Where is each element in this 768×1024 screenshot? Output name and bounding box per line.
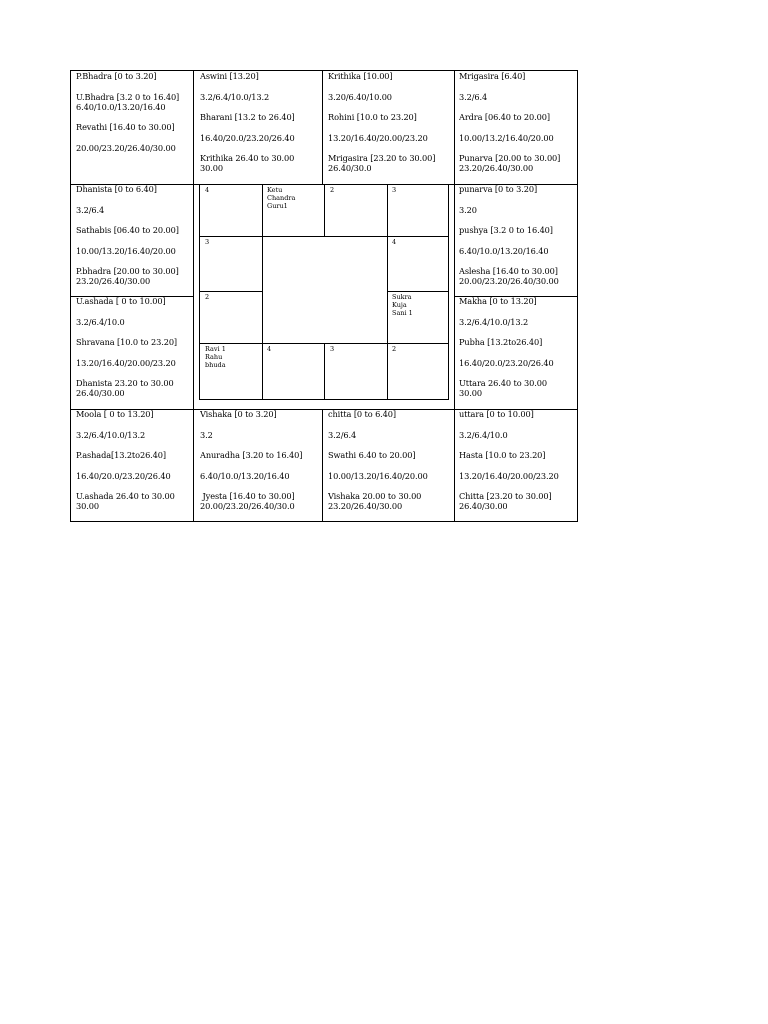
cell-line: P.Bhadra [0 to 3.20] (76, 71, 157, 81)
chart-house-top-mid-left: Ketu Chandra Guru1 (267, 186, 296, 210)
cell-line: P.ashada[13.2to26.40] (76, 450, 166, 460)
cell-line: Shravana [10.0 to 23.20] (76, 337, 178, 347)
cell-row4-col4 (459, 409, 577, 521)
cell-line: 20.00/23.20/26.40/30.00 (76, 142, 176, 153)
chart-hline-1 (200, 236, 448, 237)
cell-row1-col4 (459, 71, 577, 184)
cell-line: 16.40/20.0/23.20/26.40 (76, 470, 171, 481)
cell-line: 30.00 (200, 163, 223, 173)
cell-line: Revathi [16.40 to 30.00] (76, 122, 175, 132)
cell-line: 26.40/30.0 (328, 163, 372, 173)
cell-line: 16.40/20.0/23.20/26.40 (459, 357, 554, 368)
cell-line: P.bhadra [20.00 to 30.00] (76, 266, 179, 276)
cell-line: 13.20/16.40/20.00/23.20 (76, 357, 176, 368)
cell-line: Ardra [06.40 to 20.00] (459, 112, 550, 122)
cell-line: 3.2/6.4/10.0 (459, 429, 508, 440)
cell-line: 30.00 (76, 501, 99, 511)
cell-line: Bharani [13.2 to 26.40] (200, 112, 295, 122)
cell-line: Aslesha [16.40 to 30.00] (459, 266, 558, 276)
cell-line: 3.20 (459, 204, 477, 215)
cell-line: 3.2/6.4/10.0/13.2 (76, 429, 146, 440)
cell-line: Hasta [10.0 to 23.20] (459, 450, 546, 460)
cell-row3-col4 (459, 296, 577, 409)
chart-vline-2a (324, 185, 325, 237)
horoscope-chart (199, 184, 449, 400)
cell-line: 23.20/26.40/30.00 (328, 501, 403, 511)
cell-line: 10.00/13.20/16.40/20.00 (76, 245, 176, 256)
grid-vline-2b (322, 409, 323, 521)
cell-line: Swathi 6.40 to 20.00] (328, 450, 416, 460)
chart-house-bottom-right: 2 (392, 345, 397, 353)
cell-line: Chitta [23.20 to 30.00] (459, 491, 552, 501)
cell-line: U.Bhadra [3.2 0 to 16.40] (76, 91, 180, 102)
cell-line: Makha [0 to 13.20] (459, 296, 537, 306)
cell-line: Dhanista [0 to 6.40] (76, 184, 157, 194)
chart-house-left-upper: 3 (205, 238, 210, 246)
cell-line: Mrigasira [23.20 to 30.00] (328, 153, 436, 163)
chart-hline-3 (200, 343, 448, 344)
cell-line: Uttara 26.40 to 30.00 (459, 378, 547, 388)
cell-line: 3.2/6.4 (459, 91, 488, 102)
cell-line: U.ashada [ 0 to 10.00] (76, 296, 166, 306)
cell-line: 3.2/6.4/10.0/13.2 (200, 91, 270, 102)
cell-line: Mrigasira [6.40] (459, 71, 526, 81)
cell-line: Sathabis [06.40 to 20.00] (76, 225, 179, 235)
cell-line: 3.2/6.4 (328, 429, 357, 440)
cell-line: Moola [ 0 to 13.20] (76, 409, 154, 419)
cell-line: 3.20/6.40/10.00 (328, 91, 392, 102)
cell-line: Dhanista 23.20 to 30.00 (76, 378, 174, 388)
chart-vline-1 (262, 185, 263, 399)
chart-vline-2b (324, 344, 325, 399)
cell-line: 10.00/13.20/16.40/20.00 (328, 470, 428, 481)
chart-house-bottom-mid-right: 3 (330, 345, 335, 353)
cell-line: 3.2/6.4/10.0 (76, 316, 125, 327)
cell-line: punarva [0 to 3.20] (459, 184, 538, 194)
cell-line: U.ashada 26.40 to 30.00 (76, 491, 175, 501)
cell-line: Krithika 26.40 to 30.00 (200, 153, 295, 163)
chart-hline-2a (200, 291, 262, 292)
chart-house-right-upper: 4 (392, 238, 397, 246)
cell-line: Aswini [13.20] (200, 71, 259, 81)
cell-line: 6.40/10.0/13.20/16.40 (459, 245, 549, 256)
cell-line: 30.00 (459, 388, 482, 398)
cell-line: 3.2/6.4/10.0/13.2 (459, 316, 529, 327)
cell-line: Vishaka 20.00 to 30.00 (328, 491, 422, 501)
cell-line: Rohini [10.0 to 23.20] (328, 112, 417, 122)
cell-line: 23.20/26.40/30.00 (459, 163, 534, 173)
cell-row1-col2 (200, 71, 321, 184)
chart-house-right-lower: Sukra Kuja Sani 1 (392, 293, 413, 317)
cell-line: 26.40/30.00 (459, 501, 508, 511)
cell-row4-col1 (76, 409, 192, 521)
cell-row4-col2 (200, 409, 321, 521)
cell-line: uttara [0 to 10.00] (459, 409, 534, 419)
cell-line: 20.00/23.20/26.40/30.0 (200, 501, 295, 511)
chart-hline-2b (387, 291, 448, 292)
cell-row3-col1 (76, 296, 192, 409)
cell-line: 16.40/20.0/23.20/26.40 (200, 132, 295, 143)
chart-house-left-lower: 2 (205, 293, 210, 301)
chart-house-bottom-mid-left: 4 (267, 345, 272, 353)
cell-line: 13.20/16.40/20.00/23.20 (328, 132, 428, 143)
cell-line: 6.40/10.0/13.20/16.40 (76, 101, 166, 112)
cell-line: Krithika [10.00] (328, 71, 393, 81)
grid-vline-2 (322, 71, 323, 184)
cell-line: 13.20/16.40/20.00/23.20 (459, 470, 559, 481)
cell-line: Punarva [20.00 to 30.00] (459, 153, 561, 163)
chart-house-top-left: 4 (205, 186, 210, 194)
cell-line: Anuradha [3.20 to 16.40] (200, 450, 303, 460)
cell-line: 26.40/30.00 (76, 388, 125, 398)
cell-row1-col3 (328, 71, 453, 184)
cell-line: 10.00/13.2/16.40/20.00 (459, 132, 554, 143)
chart-vline-3 (387, 185, 388, 399)
cell-line: 3.2 (200, 429, 213, 440)
cell-line: Pubha [13.2to26.40] (459, 337, 543, 347)
cell-line: 23.20/26.40/30.00 (76, 276, 151, 286)
cell-line: Vishaka [0 to 3.20] (200, 409, 277, 419)
cell-row4-col3 (328, 409, 453, 521)
cell-row1-col1 (76, 71, 192, 184)
cell-line: 6.40/10.0/13.20/16.40 (200, 470, 290, 481)
chart-house-bottom-left: Ravi 1 Rahu bhuda (205, 345, 226, 369)
cell-row2-col1 (76, 184, 192, 296)
nakshatra-table (70, 70, 578, 522)
cell-line: pushya [3.2 0 to 16.40] (459, 225, 553, 235)
cell-line: 3.2/6.4 (76, 204, 105, 215)
cell-line: chitta [0 to 6.40] (328, 409, 396, 419)
chart-house-top-mid-right: 2 (330, 186, 335, 194)
cell-row2-col4 (459, 184, 577, 296)
cell-line: 20.00/23.20/26.40/30.00 (459, 276, 559, 286)
cell-line: Jyesta [16.40 to 30.00] (200, 491, 295, 501)
chart-house-top-right: 3 (392, 186, 397, 194)
